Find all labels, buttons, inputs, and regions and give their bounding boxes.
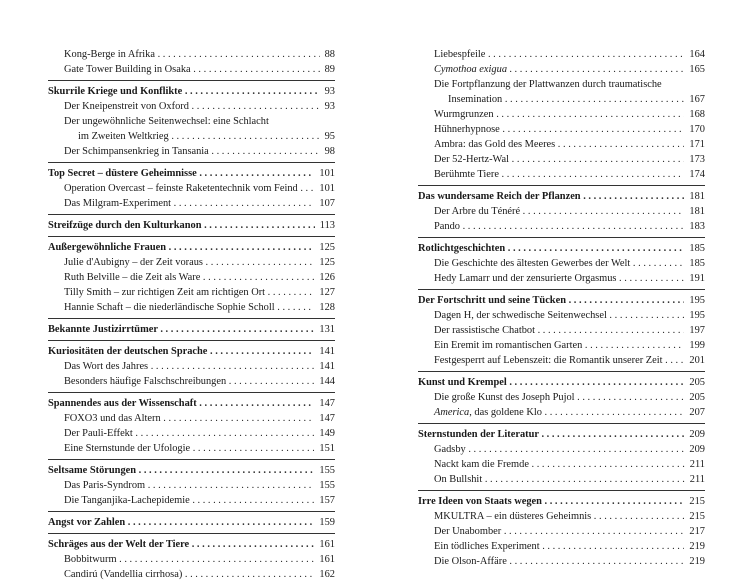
toc-entry-title: Ambra: das Gold des Meeres . . . — [418, 139, 705, 150]
toc-page-number: 201 — [684, 353, 705, 368]
toc-entry — [48, 255, 335, 270]
toc-page-number: 107 — [314, 196, 335, 211]
toc-entry-title: Das Paris-Syndrom . . . — [48, 480, 335, 491]
section-divider — [48, 511, 335, 512]
toc-entry-title — [418, 407, 705, 418]
toc-entry-title: Spannendes aus der Wissenschaft . . . — [48, 398, 335, 409]
toc-entry — [418, 256, 705, 271]
toc-entry-title: Kunst und Krempel . . . — [418, 377, 705, 388]
toc-entry-title: Angst vor Zahlen . . . — [48, 517, 335, 528]
toc-entry-title: Pando . . . — [418, 221, 705, 232]
toc-entry — [418, 219, 705, 234]
toc-entry — [418, 122, 705, 137]
toc-entry-title: MKULTRA – ein düsteres Geheimnis . . . — [418, 511, 705, 522]
toc-entry — [418, 152, 705, 167]
section-divider — [48, 340, 335, 341]
toc-page-number: 211 — [685, 472, 705, 487]
toc-page-number: 219 — [684, 554, 705, 569]
toc-entry-title: Schräges aus der Welt der Tiere . . . — [48, 539, 335, 550]
toc-section-entry — [48, 322, 335, 337]
toc-entry-title: Hannie Schaft – die niederländische Sophie Scholl . . . — [48, 302, 335, 313]
toc-entry — [418, 323, 705, 338]
toc-entry — [48, 411, 335, 426]
section-divider — [48, 459, 335, 460]
toc-page-number: 131 — [314, 322, 335, 337]
toc-page-number: 174 — [684, 167, 705, 182]
toc-page-number: 207 — [684, 405, 705, 420]
toc-entry-title: Top Secret – düstere Geheimnisse . . . — [48, 168, 335, 179]
toc-page-number: 149 — [314, 426, 335, 441]
toc-entry-title: Außergewöhnliche Frauen . . . — [48, 242, 335, 253]
toc-page-number: 205 — [684, 375, 705, 390]
toc-entry — [48, 478, 335, 493]
toc-page-number: 141 — [314, 359, 335, 374]
toc-entry — [48, 493, 335, 508]
section-divider — [418, 237, 705, 238]
toc-entry-title: Dagen H, der schwedische Seitenwechsel . . . — [418, 310, 705, 321]
toc-entry-title: Gadsby . . . — [418, 444, 705, 455]
toc-entry — [48, 144, 335, 159]
toc-entry — [418, 353, 705, 368]
toc-entry — [48, 359, 335, 374]
toc-entry-title: Bekannte Justizirrtümer . . . — [48, 324, 335, 335]
section-divider — [48, 236, 335, 237]
toc-entry — [418, 308, 705, 323]
toc-page-number: 144 — [314, 374, 335, 389]
toc-entry-title: Der Schimpansenkrieg in Tansania . . . — [48, 146, 335, 157]
toc-page-number: 161 — [314, 552, 335, 567]
toc-entry-title: Insemination . . . — [418, 94, 705, 105]
toc-entry — [418, 554, 705, 569]
toc-entry — [48, 99, 335, 114]
toc-section-entry — [418, 189, 705, 204]
section-divider — [418, 490, 705, 491]
toc-page-number: 101 — [314, 181, 335, 196]
toc-section-entry — [48, 166, 335, 181]
toc-page-number: 170 — [684, 122, 705, 137]
toc-entry-title: Die große Kunst des Joseph Pujol . . . — [418, 392, 705, 403]
toc-section-entry — [48, 240, 335, 255]
toc-entry-title: Der 52-Hertz-Wal . . . — [418, 154, 705, 165]
toc-section-entry — [418, 427, 705, 442]
toc-page-number: 162 — [314, 567, 335, 582]
toc-entry — [418, 524, 705, 539]
toc-entry-title: Das Wort des Jahres . . . — [48, 361, 335, 372]
toc-page-number: 113 — [315, 218, 335, 233]
toc-page-number: 209 — [684, 442, 705, 457]
toc-entry-title: Tilly Smith – zur richtigen Zeit am richtigen Ort . . . — [48, 287, 335, 298]
toc-entry-title: Die Geschichte des ältesten Gewerbes der Welt . . . — [418, 258, 705, 269]
toc-entry — [418, 390, 705, 405]
toc-page-number: 167 — [684, 92, 705, 107]
toc-page-number: 164 — [684, 47, 705, 62]
toc-entry-title: Berühmte Tiere . . . — [418, 169, 705, 180]
toc-entry — [418, 167, 705, 182]
section-divider — [48, 392, 335, 393]
toc-page-number: 125 — [314, 255, 335, 270]
toc-page-number: 217 — [684, 524, 705, 539]
toc-entry-title: Die Fortpflanzung der Plattwanzen durch traumatische — [434, 79, 662, 90]
section-divider — [418, 289, 705, 290]
toc-page-number: 93 — [320, 84, 335, 99]
toc-entry-title: Ein tödliches Experiment . . . — [418, 541, 705, 552]
toc-section-entry — [418, 241, 705, 256]
toc-page-number: 185 — [684, 241, 705, 256]
toc-entry — [48, 270, 335, 285]
toc-entry-title: Ruth Belville – die Zeit als Ware . . . — [48, 272, 335, 283]
toc-page-number: 173 — [684, 152, 705, 167]
toc-entry — [48, 552, 335, 567]
toc-page-number: 126 — [314, 270, 335, 285]
toc-page-number: 155 — [314, 478, 335, 493]
toc-entry — [48, 47, 335, 62]
toc-entry-title: Ein Eremit im romantischen Garten . . . — [418, 340, 705, 351]
section-divider — [48, 214, 335, 215]
section-divider — [418, 185, 705, 186]
toc-entry-title: Der Kneipenstreit von Oxford . . . — [48, 101, 335, 112]
toc-entry — [418, 62, 705, 77]
toc-entry-title-rest: , das goldene Klo — [469, 407, 542, 418]
toc-entry-title: Kong-Berge in Afrika . . . — [48, 49, 335, 60]
toc-page-number: 181 — [684, 189, 705, 204]
toc-page-number: 101 — [314, 166, 335, 181]
toc-entry-title: Gate Tower Building in Osaka . . . — [48, 64, 335, 75]
toc-entry — [418, 271, 705, 286]
toc-page-number: 195 — [684, 293, 705, 308]
toc-page-number: 89 — [320, 62, 335, 77]
toc-entry — [48, 114, 335, 129]
toc-entry-title-italic: America — [434, 407, 470, 418]
toc-entry-title: Der Unabomber . . . — [418, 526, 705, 537]
toc-section-entry — [48, 218, 335, 233]
toc-entry — [418, 77, 705, 92]
toc-left-page — [48, 47, 335, 582]
toc-page-number: 98 — [320, 144, 335, 159]
toc-entry — [418, 442, 705, 457]
toc-entry — [418, 338, 705, 353]
toc-page-number: 215 — [684, 494, 705, 509]
toc-section-entry — [48, 537, 335, 552]
toc-page-number: 161 — [314, 537, 335, 552]
toc-page-number: 159 — [314, 515, 335, 530]
toc-entry-title: Nackt kam die Fremde . . . — [418, 459, 705, 470]
toc-page-number: 165 — [684, 62, 705, 77]
toc-section-entry — [418, 375, 705, 390]
toc-section-entry — [48, 515, 335, 530]
toc-entry-title: im Zweiten Weltkrieg . . . — [48, 131, 335, 142]
toc-entry-title: Hühnerhypnose . . . — [418, 124, 705, 135]
toc-entry-title: Das Milgram-Experiment . . . — [48, 198, 335, 209]
toc-page-number: 157 — [314, 493, 335, 508]
toc-entry — [48, 62, 335, 77]
toc-entry-title: Eine Sternstunde der Ufologie . . . — [48, 443, 335, 454]
toc-entry — [418, 457, 705, 472]
toc-page-number: 141 — [314, 344, 335, 359]
toc-entry-title: Skurrile Kriege und Konflikte . . . — [48, 86, 335, 97]
section-divider — [418, 423, 705, 424]
toc-page-number: 185 — [684, 256, 705, 271]
toc-entry-title: Cymothoa exigua . . . — [418, 64, 705, 75]
toc-entry — [48, 426, 335, 441]
toc-page-number: 88 — [320, 47, 335, 62]
toc-entry-title: Festgesperrt auf Lebenszeit: die Romantik unserer Zeit . . . — [418, 355, 705, 366]
toc-entry-title: Bobbitwurm . . . — [48, 554, 335, 565]
toc-entry — [418, 472, 705, 487]
toc-page-number: 181 — [684, 204, 705, 219]
toc-entry-title: Operation Overcast – feinste Raketentechnik vom Feind . . . — [48, 183, 335, 194]
toc-entry — [418, 92, 705, 107]
toc-entry-title: Wurmgrunzen . . . — [418, 109, 705, 120]
toc-entry-title: Irre Ideen von Staats wegen . . . — [418, 496, 705, 507]
toc-section-entry — [48, 396, 335, 411]
toc-entry-title: Liebespfeile . . . — [418, 49, 705, 60]
toc-entry-title: Der rassistische Chatbot . . . — [418, 325, 705, 336]
toc-entry-title: Candirú (Vandellia cirrhosa) . . . — [48, 569, 335, 580]
toc-page-number: 191 — [684, 271, 705, 286]
toc-entry-title: Die Tanganjika-Lachepidemie . . . — [48, 495, 335, 506]
section-divider — [48, 80, 335, 81]
toc-page-number: 125 — [314, 240, 335, 255]
toc-page-number: 151 — [314, 441, 335, 456]
toc-entry — [48, 374, 335, 389]
toc-page-number: 147 — [314, 411, 335, 426]
toc-section-entry — [418, 293, 705, 308]
toc-entry — [48, 196, 335, 211]
toc-entry-title: On Bullshit . . . — [418, 474, 705, 485]
toc-entry — [48, 285, 335, 300]
toc-page-number: 195 — [684, 308, 705, 323]
toc-entry-title: Besonders häufige Falschschreibungen . . . — [48, 376, 335, 387]
toc-entry-title: Julie d'Aubigny – der Zeit voraus . . . — [48, 257, 335, 268]
toc-right-page — [418, 47, 705, 569]
toc-entry — [418, 405, 705, 420]
section-divider — [48, 318, 335, 319]
toc-entry — [418, 137, 705, 152]
section-divider — [48, 162, 335, 163]
toc-page-number: 93 — [320, 99, 335, 114]
toc-entry-title: Kuriositäten der deutschen Sprache . . . — [48, 346, 335, 357]
toc-section-entry — [48, 463, 335, 478]
toc-page-number: 95 — [320, 129, 335, 144]
toc-page-number: 211 — [685, 457, 705, 472]
toc-section-entry — [418, 494, 705, 509]
toc-entry — [48, 567, 335, 582]
toc-entry-title: Der ungewöhnliche Seitenwechsel: eine Schlacht — [64, 116, 269, 127]
toc-section-entry — [48, 84, 335, 99]
toc-entry — [418, 204, 705, 219]
toc-section-entry — [48, 344, 335, 359]
toc-entry-title: Hedy Lamarr und der zensurierte Orgasmus . . . — [418, 273, 705, 284]
toc-page-number: 205 — [684, 390, 705, 405]
toc-page-number: 215 — [684, 509, 705, 524]
toc-page-number: 219 — [684, 539, 705, 554]
toc-entry-title: Der Fortschritt und seine Tücken . . . — [418, 295, 705, 306]
toc-entry-title: Streifzüge durch den Kulturkanon . . . — [48, 220, 335, 231]
toc-page-number: 171 — [684, 137, 705, 152]
toc-entry-title: Seltsame Störungen . . . — [48, 465, 335, 476]
toc-page-number: 147 — [314, 396, 335, 411]
toc-entry-title: Das wundersame Reich der Pflanzen . . . — [418, 191, 705, 202]
toc-page-number: 197 — [684, 323, 705, 338]
toc-entry-title: Sternstunden der Literatur . . . — [418, 429, 705, 440]
toc-entry-title: FOXO3 und das Altern . . . — [48, 413, 335, 424]
toc-entry — [48, 129, 335, 144]
toc-page-number: 155 — [314, 463, 335, 478]
toc-entry-title: Der Pauli-Effekt . . . — [48, 428, 335, 439]
toc-entry — [418, 47, 705, 62]
toc-page-number: 168 — [684, 107, 705, 122]
toc-entry-title: Die Olson-Affäre . . . — [418, 556, 705, 567]
toc-entry — [418, 539, 705, 554]
toc-page-number: 209 — [684, 427, 705, 442]
section-divider — [48, 533, 335, 534]
section-divider — [418, 371, 705, 372]
toc-page-number: 127 — [314, 285, 335, 300]
toc-entry-title: Der Arbre du Ténéré . . . — [418, 206, 705, 217]
toc-entry — [48, 300, 335, 315]
toc-page-number: 183 — [684, 219, 705, 234]
toc-page-number: 128 — [314, 300, 335, 315]
toc-entry-title: Rotlichtgeschichten . . . — [418, 243, 705, 254]
toc-entry — [418, 509, 705, 524]
toc-entry — [48, 181, 335, 196]
toc-page-number: 199 — [684, 338, 705, 353]
toc-entry — [48, 441, 335, 456]
toc-entry — [418, 107, 705, 122]
